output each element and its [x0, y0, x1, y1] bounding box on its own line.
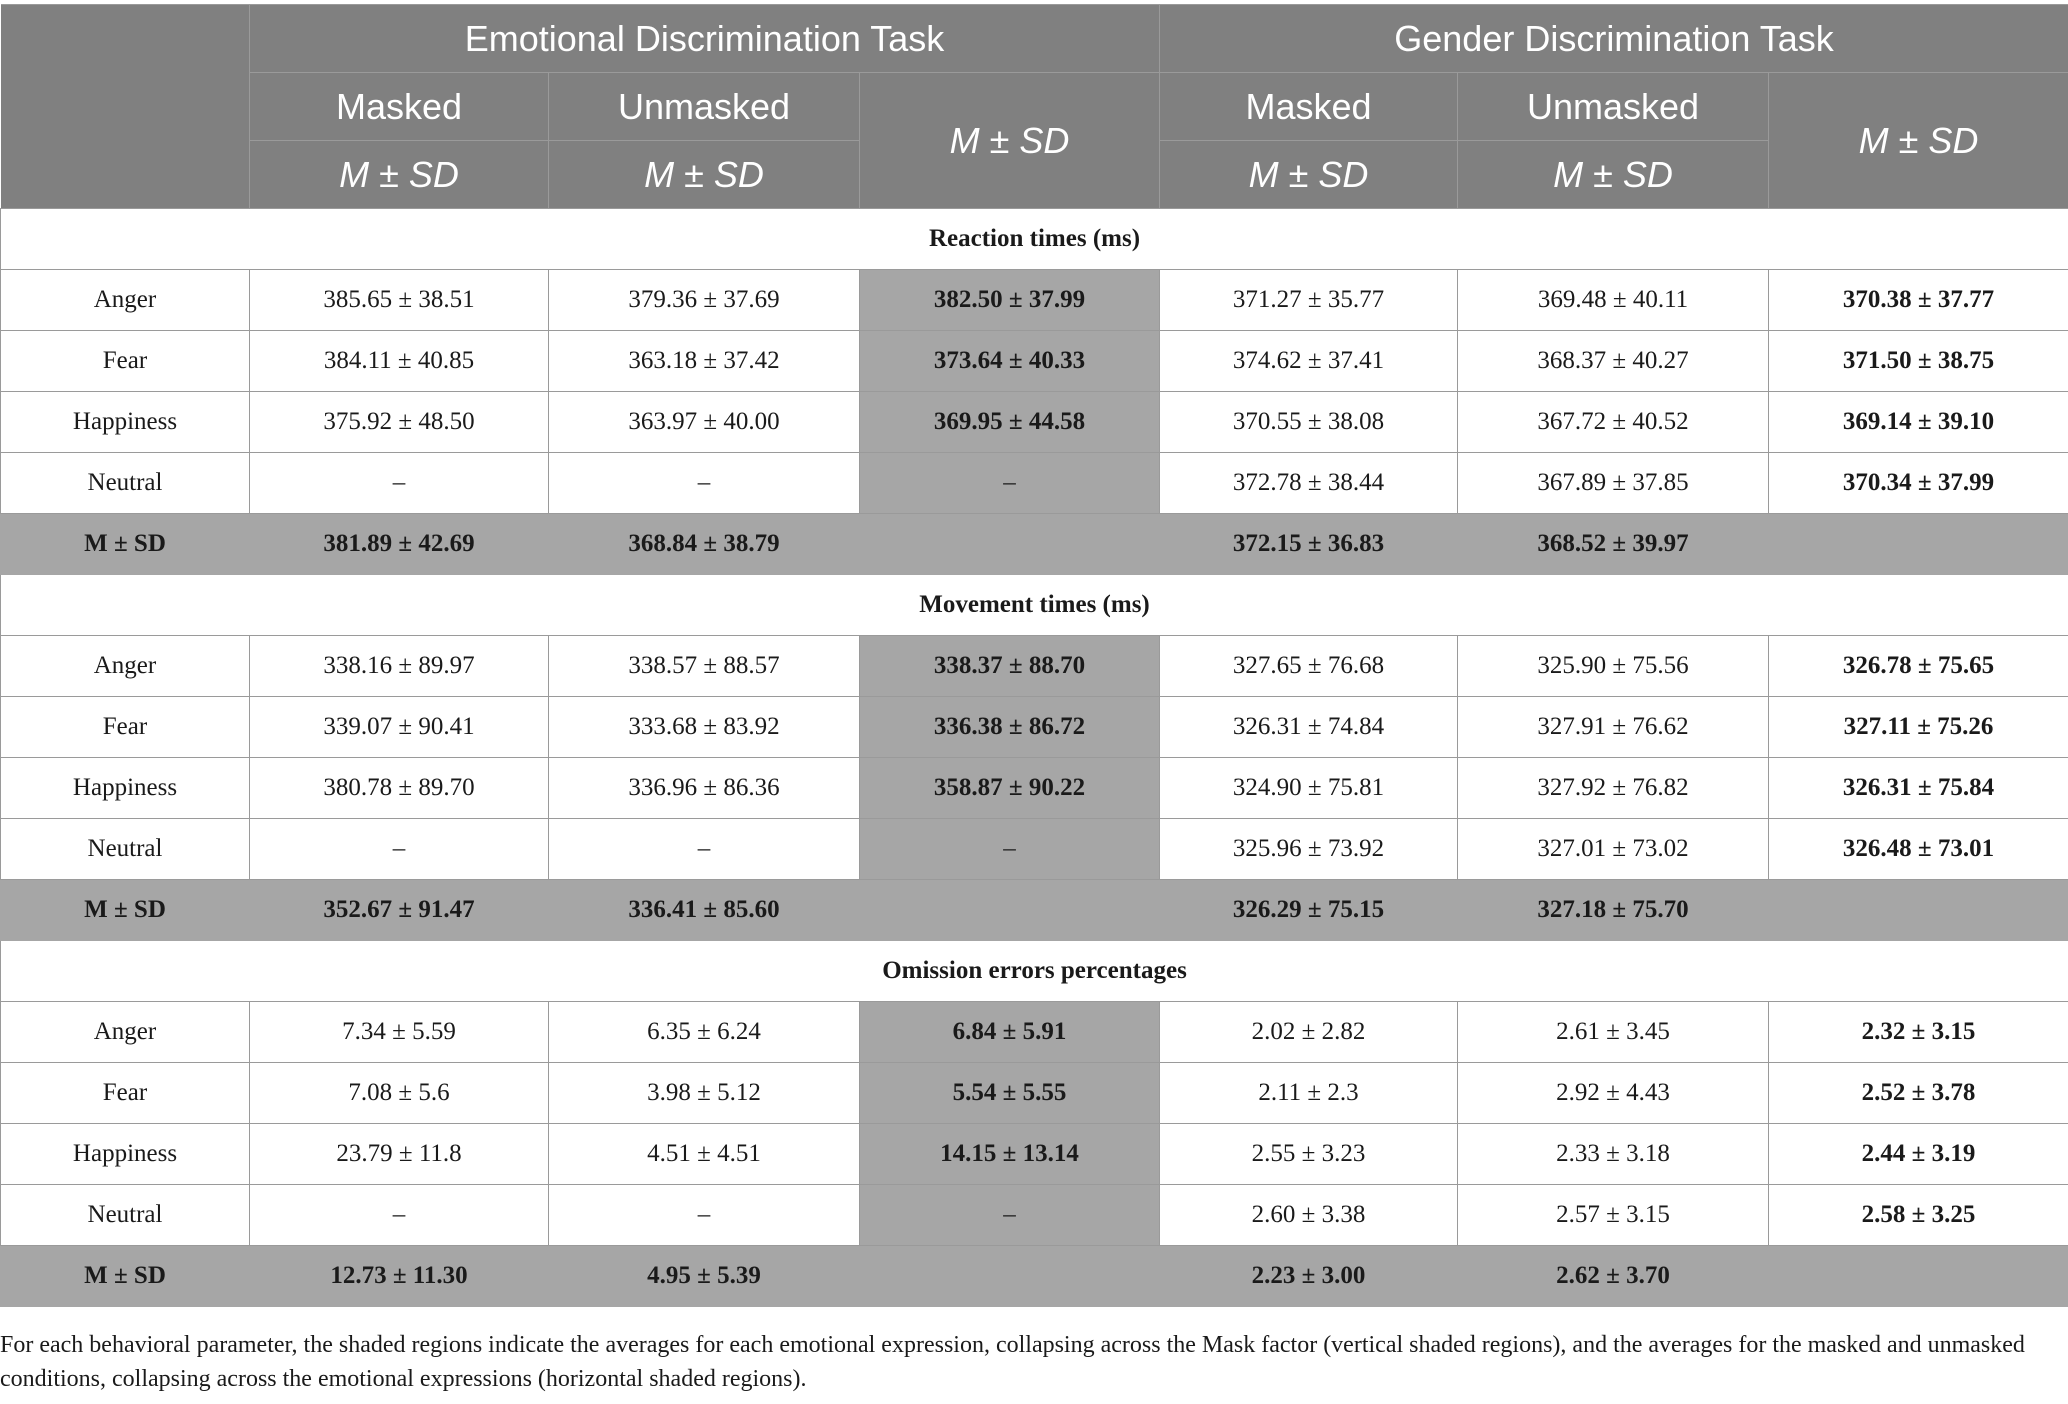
table-cell: 326.31 ± 74.84	[1160, 697, 1458, 758]
row-label: Happiness	[1, 758, 250, 819]
table-wrapper	[0, 4, 2068, 1307]
table-cell: 327.91 ± 76.62	[1458, 697, 1769, 758]
table-cell: 2.57 ± 3.15	[1458, 1185, 1769, 1246]
table-cell: 2.60 ± 3.38	[1160, 1185, 1458, 1246]
row-label: Anger	[1, 270, 250, 331]
table-cell: 6.84 ± 5.91	[860, 1002, 1160, 1063]
gender-msd-header: M ± SD	[1769, 73, 2068, 209]
row-label: Anger	[1, 1002, 250, 1063]
table-cell: 368.84 ± 38.79	[549, 514, 860, 575]
emotional-unmasked-msd: M ± SD	[549, 141, 860, 209]
table-row	[1, 392, 2068, 453]
table-cell: 6.35 ± 6.24	[549, 1002, 860, 1063]
table-cell: 370.55 ± 38.08	[1160, 392, 1458, 453]
summary-row	[1, 1246, 2068, 1307]
table-cell: –	[549, 819, 860, 880]
row-label: Fear	[1, 697, 250, 758]
section-title: Reaction times (ms)	[1, 209, 2068, 270]
table-row	[1, 1063, 2068, 1124]
table-cell: 324.90 ± 75.81	[1160, 758, 1458, 819]
table-cell: 327.65 ± 76.68	[1160, 636, 1458, 697]
table-cell: 375.92 ± 48.50	[250, 392, 549, 453]
table-cell: –	[549, 1185, 860, 1246]
table-row	[1, 1185, 2068, 1246]
table-row	[1, 819, 2068, 880]
table-cell: 379.36 ± 37.69	[549, 270, 860, 331]
table-cell: 14.15 ± 13.14	[860, 1124, 1160, 1185]
section-title: Omission errors percentages	[1, 941, 2068, 1002]
table-cell: 338.16 ± 89.97	[250, 636, 549, 697]
table-cell: 373.64 ± 40.33	[860, 331, 1160, 392]
table-cell: 367.89 ± 37.85	[1458, 453, 1769, 514]
table-row	[1, 758, 2068, 819]
table-cell: 2.62 ± 3.70	[1458, 1246, 1769, 1307]
table-cell: 382.50 ± 37.99	[860, 270, 1160, 331]
table-cell: 338.57 ± 88.57	[549, 636, 860, 697]
emotional-msd-header: M ± SD	[860, 73, 1160, 209]
summary-row	[1, 880, 2068, 941]
gender-unmasked-msd: M ± SD	[1458, 141, 1769, 209]
table-cell: 372.15 ± 36.83	[1160, 514, 1458, 575]
table-cell: 2.02 ± 2.82	[1160, 1002, 1458, 1063]
table-cell: 12.73 ± 11.30	[250, 1246, 549, 1307]
table-cell: 368.52 ± 39.97	[1458, 514, 1769, 575]
table-cell: 327.18 ± 75.70	[1458, 880, 1769, 941]
table-cell: 336.38 ± 86.72	[860, 697, 1160, 758]
row-label: Fear	[1, 1063, 250, 1124]
section-title: Movement times (ms)	[1, 575, 2068, 636]
table-cell: 338.37 ± 88.70	[860, 636, 1160, 697]
table-cell: 381.89 ± 42.69	[250, 514, 549, 575]
table-cell: 358.87 ± 90.22	[860, 758, 1160, 819]
row-label: Neutral	[1, 819, 250, 880]
row-label: M ± SD	[1, 1246, 250, 1307]
table-cell: 326.78 ± 75.65	[1769, 636, 2068, 697]
table-row	[1, 636, 2068, 697]
table-cell: 2.32 ± 3.15	[1769, 1002, 2068, 1063]
table-cell: 333.68 ± 83.92	[549, 697, 860, 758]
table-body	[1, 209, 2068, 1307]
table-cell: 4.51 ± 4.51	[549, 1124, 860, 1185]
table-cell: 7.34 ± 5.59	[250, 1002, 549, 1063]
table-cell	[1769, 1246, 2068, 1307]
table-cell: 327.01 ± 73.02	[1458, 819, 1769, 880]
table-cell: 2.11 ± 2.3	[1160, 1063, 1458, 1124]
table-cell: 363.97 ± 40.00	[549, 392, 860, 453]
gender-task-header: Gender Discrimination Task	[1160, 5, 2068, 73]
table-cell: 370.34 ± 37.99	[1769, 453, 2068, 514]
table-cell: 352.67 ± 91.47	[250, 880, 549, 941]
table-cell: 336.41 ± 85.60	[549, 880, 860, 941]
table-cell: 2.33 ± 3.18	[1458, 1124, 1769, 1185]
table-footnote: For each behavioral parameter, the shaded regions indicate the averages for each emotional expression, collapsing across the Mask factor (vertical shaded regions), and the averages for the masked and unmasked conditions, collapsing across the emotional expressions (horizontal shaded regions).	[0, 1332, 2025, 1392]
table-cell: –	[549, 453, 860, 514]
table-cell	[860, 880, 1160, 941]
emotional-unmasked-header: Unmasked	[549, 73, 860, 141]
table-cell: 325.90 ± 75.56	[1458, 636, 1769, 697]
table-cell: 380.78 ± 89.70	[250, 758, 549, 819]
table-cell	[860, 1246, 1160, 1307]
table-cell: 2.23 ± 3.00	[1160, 1246, 1458, 1307]
table-cell: 326.48 ± 73.01	[1769, 819, 2068, 880]
gender-masked-msd: M ± SD	[1160, 141, 1458, 209]
gender-unmasked-header: Unmasked	[1458, 73, 1769, 141]
table-cell: –	[250, 1185, 549, 1246]
table-cell: 2.44 ± 3.19	[1769, 1124, 2068, 1185]
row-label: Happiness	[1, 392, 250, 453]
header-corner	[1, 5, 250, 209]
table-row	[1, 453, 2068, 514]
table-cell: –	[250, 819, 549, 880]
table-cell	[1769, 880, 2068, 941]
emotional-masked-header: Masked	[250, 73, 549, 141]
results-table	[0, 4, 2068, 1307]
table-cell: 327.11 ± 75.26	[1769, 697, 2068, 758]
table-cell: 368.37 ± 40.27	[1458, 331, 1769, 392]
table-cell: 327.92 ± 76.82	[1458, 758, 1769, 819]
table-cell: 23.79 ± 11.8	[250, 1124, 549, 1185]
table-cell: 326.31 ± 75.84	[1769, 758, 2068, 819]
row-label: Anger	[1, 636, 250, 697]
row-label: M ± SD	[1, 880, 250, 941]
table-cell	[860, 514, 1160, 575]
row-label: Neutral	[1, 1185, 250, 1246]
table-cell: –	[860, 819, 1160, 880]
table-cell: 326.29 ± 75.15	[1160, 880, 1458, 941]
table-cell: 339.07 ± 90.41	[250, 697, 549, 758]
table-cell: 336.96 ± 86.36	[549, 758, 860, 819]
table-cell: 369.48 ± 40.11	[1458, 270, 1769, 331]
emotional-masked-msd: M ± SD	[250, 141, 549, 209]
table-header	[1, 5, 2068, 209]
table-cell: 374.62 ± 37.41	[1160, 331, 1458, 392]
table-cell: 372.78 ± 38.44	[1160, 453, 1458, 514]
table-cell: –	[250, 453, 549, 514]
table-cell: 384.11 ± 40.85	[250, 331, 549, 392]
row-label: Happiness	[1, 1124, 250, 1185]
table-cell: 2.61 ± 3.45	[1458, 1002, 1769, 1063]
table-cell	[1769, 514, 2068, 575]
table-row	[1, 270, 2068, 331]
emotional-task-header: Emotional Discrimination Task	[250, 5, 1160, 73]
table-cell: 2.52 ± 3.78	[1769, 1063, 2068, 1124]
table-row	[1, 1124, 2068, 1185]
table-cell: 7.08 ± 5.6	[250, 1063, 549, 1124]
table-cell: –	[860, 453, 1160, 514]
gender-masked-header: Masked	[1160, 73, 1458, 141]
table-cell: 370.38 ± 37.77	[1769, 270, 2068, 331]
table-row	[1, 697, 2068, 758]
row-label: Fear	[1, 331, 250, 392]
table-cell: 2.92 ± 4.43	[1458, 1063, 1769, 1124]
table-cell: 385.65 ± 38.51	[250, 270, 549, 331]
table-cell: 367.72 ± 40.52	[1458, 392, 1769, 453]
table-cell: 371.27 ± 35.77	[1160, 270, 1458, 331]
summary-row	[1, 514, 2068, 575]
table-cell: 2.55 ± 3.23	[1160, 1124, 1458, 1185]
table-cell: 4.95 ± 5.39	[549, 1246, 860, 1307]
table-cell: 3.98 ± 5.12	[549, 1063, 860, 1124]
table-cell: 2.58 ± 3.25	[1769, 1185, 2068, 1246]
table-cell: –	[860, 1185, 1160, 1246]
table-cell: 363.18 ± 37.42	[549, 331, 860, 392]
table-cell: 369.14 ± 39.10	[1769, 392, 2068, 453]
table-row	[1, 331, 2068, 392]
table-cell: 325.96 ± 73.92	[1160, 819, 1458, 880]
table-row	[1, 1002, 2068, 1063]
table-cell: 369.95 ± 44.58	[860, 392, 1160, 453]
table-cell: 5.54 ± 5.55	[860, 1063, 1160, 1124]
row-label: Neutral	[1, 453, 250, 514]
table-cell: 371.50 ± 38.75	[1769, 331, 2068, 392]
row-label: M ± SD	[1, 514, 250, 575]
